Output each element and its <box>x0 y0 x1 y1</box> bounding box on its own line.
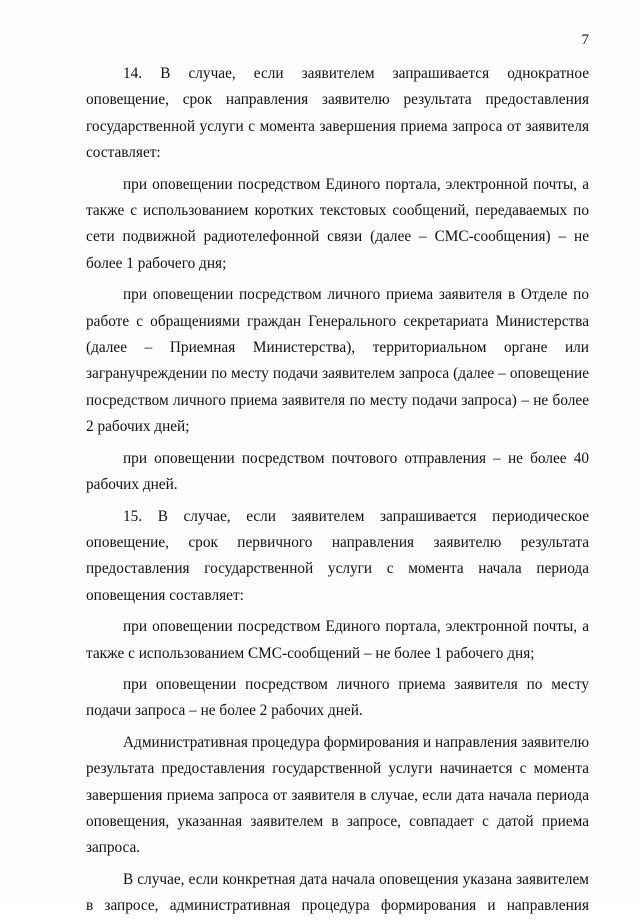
paragraph-personal-reception: при оповещении посредством личного приема заявителя в Отделе по работе с обращениями граждан Генерального секретариата Министерства (далее – Приемная Министерства), территориальном органе или загранучреждении по месту подачи заявителем запроса (далее – оповещение посредством личного приема заявителя по месту подачи запроса) – не более 2 рабочих дней; <box>86 286 589 436</box>
document-body <box>86 61 589 920</box>
paragraph-specific-date: В случае, если конкретная дата начала оповещения указана заявителем в запросе, административная процедура формирования и направления <box>86 870 589 915</box>
paragraph-item-14: 14. В случае, если заявителем запрашивается однократное оповещение, срок направления заявителю результата предоставления государственной услуги с момента завершения приема запроса от заявителя составляет: <box>86 65 589 162</box>
paragraph-periodic-personal: при оповещении посредством личного приема заявителя по месту подачи запроса – не более 2 рабочих дней. <box>86 675 589 720</box>
paragraph-sms-notification: при оповещении посредством Единого портала, электронной почты, а также с использованием коротких текстовых сообщений, передаваемых по сети подвижной радиотелефонной связи (далее – СМС-сообщения) – не более 1 рабочего дня; <box>86 175 589 272</box>
paragraph-procedure-start: Административная процедура формирования и направления заявителю результата предоставления государственной услуги начинается с момента завершения приема запроса от заявителя в случае, если дата начала периода оповещения, указанная заявителем в запросе, совпадает с датой приема запроса. <box>86 733 589 857</box>
paragraph-periodic-sms: при оповещении посредством Единого портала, электронной почты, а также с использованием СМС-сообщений – не более 1 рабочего дня; <box>86 618 589 662</box>
page-number: 7 <box>581 32 589 48</box>
paragraph-postal-notification: при оповещении посредством почтового отправления – не более 40 рабочих дней. <box>86 449 589 494</box>
paragraph-item-15: 15. В случае, если заявителем запрашивается периодическое оповещение, срок первичного направления заявителю результата предоставления государственной услуги с момента начала периода оповещения составляет: <box>86 507 589 604</box>
